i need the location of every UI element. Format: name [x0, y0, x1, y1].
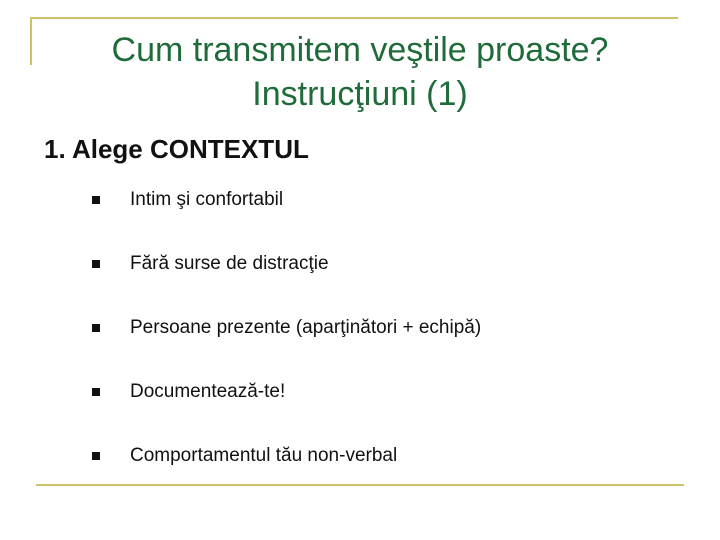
- list-item-text: Documentează-te!: [130, 381, 286, 402]
- list-item: [92, 360, 481, 424]
- list-item: [92, 232, 481, 296]
- list-item-text: Persoane prezente (aparţinători + echipă): [130, 317, 482, 338]
- square-bullet-icon: [92, 196, 100, 204]
- slide-title: [40, 28, 680, 116]
- list-item-text: Comportamentul tău non-verbal: [130, 445, 398, 466]
- left-accent-line: [30, 17, 32, 65]
- square-bullet-icon: [92, 388, 100, 396]
- square-bullet-icon: [92, 452, 100, 460]
- list-item: [92, 296, 481, 360]
- list-item: [92, 168, 481, 232]
- list-item-text: Fără surse de distracţie: [130, 253, 329, 274]
- list-item-text: Intim şi confortabil: [130, 189, 284, 210]
- slide-title-line-1: Cum transmitem veştile proaste?: [111, 31, 609, 69]
- bullet-list: [92, 168, 481, 488]
- slide-title-line-2: Instrucţiuni (1): [252, 75, 468, 113]
- square-bullet-icon: [92, 260, 100, 268]
- bottom-accent-line: [36, 484, 684, 486]
- list-item: [92, 424, 481, 488]
- square-bullet-icon: [92, 324, 100, 332]
- section-heading: 1. Alege CONTEXTUL: [44, 134, 309, 164]
- top-accent-line: [30, 17, 678, 19]
